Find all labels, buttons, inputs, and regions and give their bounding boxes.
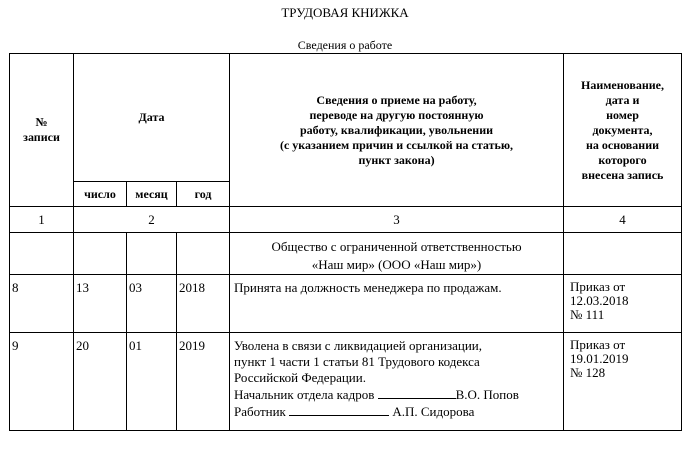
col-number-4: 4: [564, 207, 682, 233]
record-month: 01: [127, 333, 177, 431]
record-no: 8: [10, 275, 74, 333]
work-records-table: [9, 53, 682, 431]
table-row: [10, 275, 682, 333]
col-number-3: 3: [230, 207, 564, 233]
record-basis: Приказ от 12.03.2018 № 111: [564, 275, 682, 333]
record-month: 03: [127, 275, 177, 333]
record-day: 13: [74, 275, 127, 333]
record-text: Принята на должность менеджера по продажам.: [230, 275, 564, 333]
header-basis: Наименование, дата и номер документа, на основании которого внесена запись: [564, 54, 682, 207]
header-day: число: [74, 182, 127, 207]
record-text: Уволена в связи с ликвидацией организации, пункт 1 части 1 статьи 81 Трудового кодекса Российской Федерации. Начальник отдела кадров В.О. Попов Работник А.П. Сидорова: [230, 333, 564, 431]
header-date: Дата: [74, 54, 230, 182]
record-no: 9: [10, 333, 74, 431]
organization-row: [10, 233, 682, 275]
header-info: Сведения о приеме на работу, переводе на другую постоянную работу, квалификации, увольнении (с указанием причин и ссылкой на статью, пункт закона): [230, 54, 564, 207]
col-number-2: 2: [74, 207, 230, 233]
header-month: месяц: [127, 182, 177, 207]
record-year: 2019: [177, 333, 230, 431]
section-subtitle: Сведения о работе: [297, 38, 393, 52]
signature-employee: Работник А.П. Сидорова: [234, 404, 475, 419]
header-record-no: № записи: [10, 54, 74, 207]
record-day: 20: [74, 333, 127, 431]
document-title: ТРУДОВАЯ КНИЖКА: [281, 5, 409, 20]
record-year: 2018: [177, 275, 230, 333]
record-basis: Приказ от 19.01.2019 № 128: [564, 333, 682, 431]
organization-name: Общество с ограниченной ответственностью «Наш мир» (ООО «Наш мир»): [230, 233, 564, 275]
column-numbers-row: [10, 207, 682, 233]
header-year: год: [177, 182, 230, 207]
signature-hr-head: Начальник отдела кадров В.О. Попов: [234, 387, 519, 402]
header-row: [10, 54, 682, 182]
col-number-1: 1: [10, 207, 74, 233]
table-row: [10, 333, 682, 431]
